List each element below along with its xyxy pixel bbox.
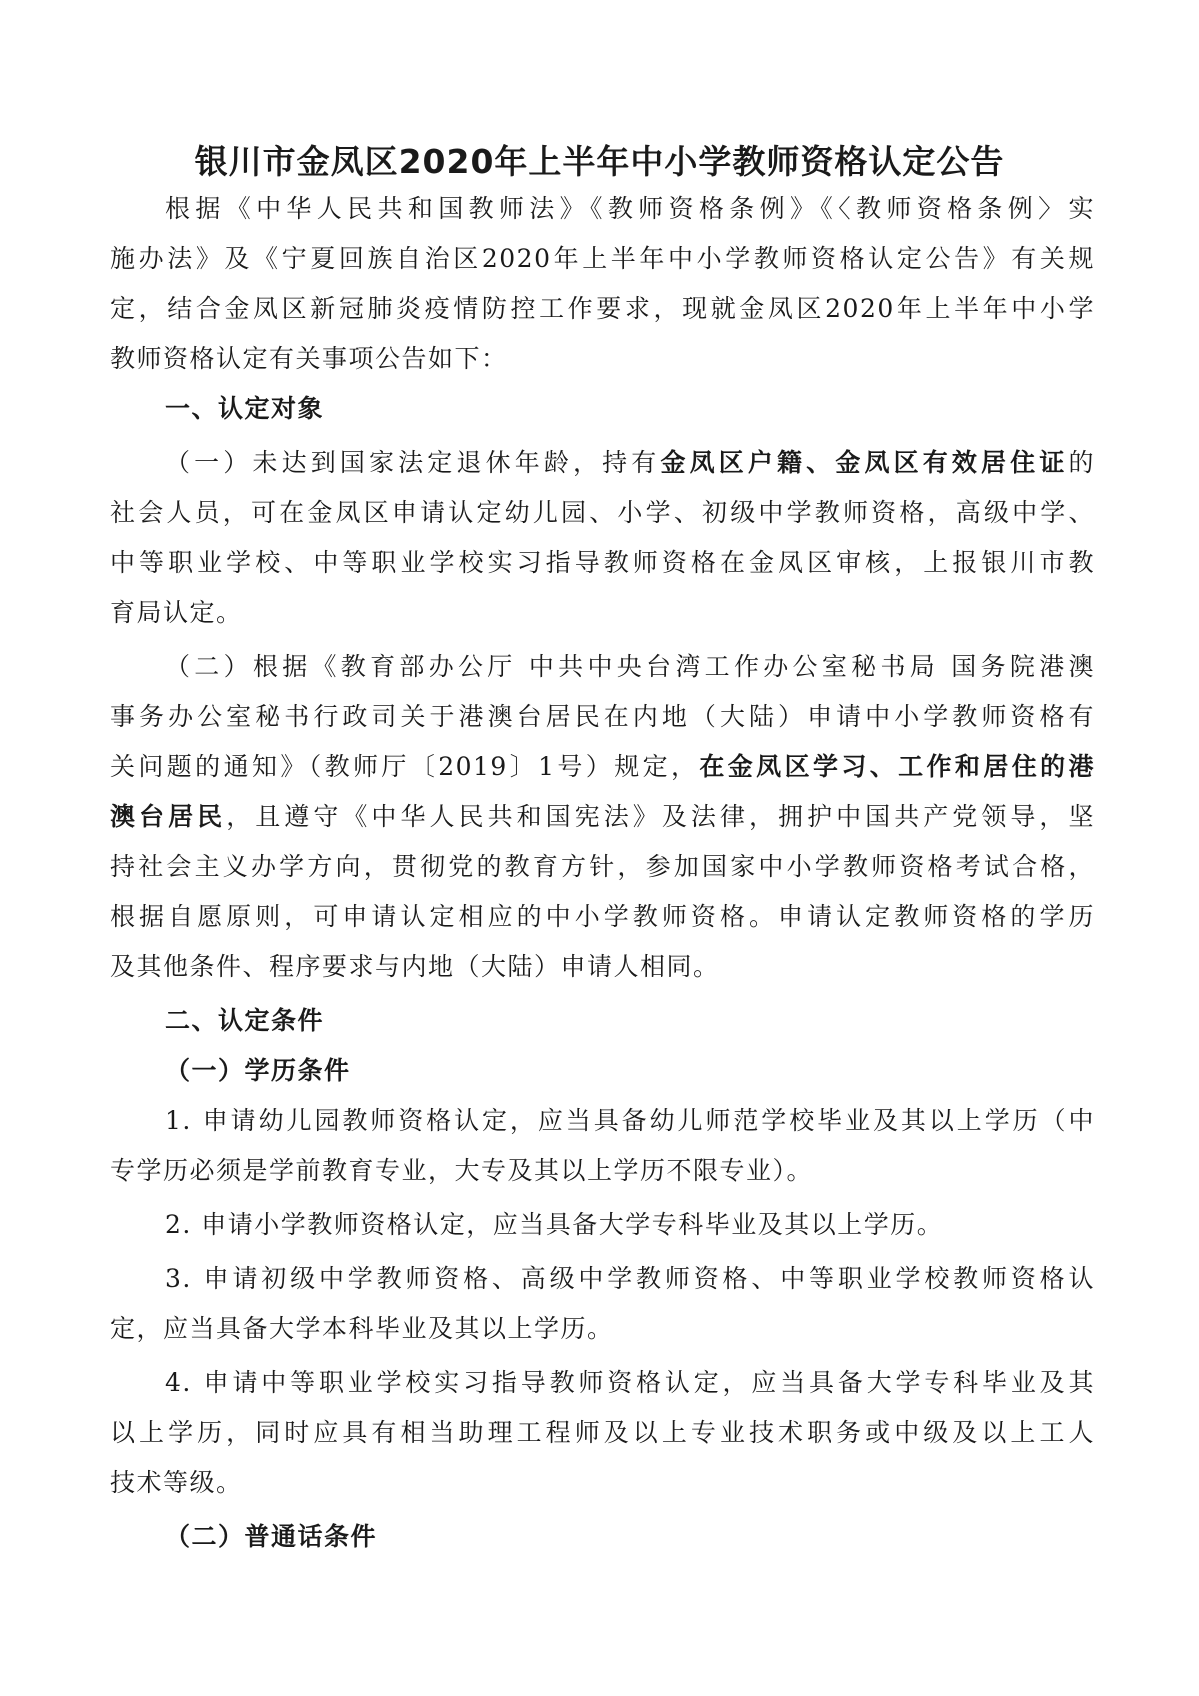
paragraph-line: 社会人员，可在金凤区申请认定幼儿园、小学、初级中学教师资格，高级中学、 (110, 498, 1095, 527)
paragraph-line: 持社会主义办学方向，贯彻党的教育方针，参加国家中小学教师资格考试合格， (110, 852, 1095, 881)
subsection-heading: （二）普通话条件 (165, 1522, 378, 1551)
paragraph-line: 1. 申请幼儿园教师资格认定，应当具备幼儿师范学校毕业及其以上学历（中 (165, 1106, 1095, 1135)
paragraph-line: （二）根据《教育部办公厅 中共中央台湾工作办公室秘书局 国务院港澳 (165, 652, 1095, 681)
text-run: （一）未达到国家法定退休年龄，持有 (165, 448, 661, 477)
page-title: 银川市金凤区2020年上半年中小学教师资格认定公告 (194, 142, 1005, 181)
subsection-heading: （一）学历条件 (165, 1056, 351, 1085)
text-run: 关问题的通知》（教师厅〔2019〕1号）规定， (110, 752, 700, 781)
paragraph-line: 定，应当具备大学本科毕业及其以上学历。 (110, 1314, 614, 1343)
section-heading: 二、认定条件 (165, 1006, 325, 1035)
paragraph-line (110, 438, 1095, 488)
paragraph-line: 中等职业学校、中等职业学校实习指导教师资格在金凤区审核，上报银川市教 (110, 548, 1095, 577)
emphasis-text: 在金凤区学习、工作和居住的港 (699, 752, 1095, 781)
paragraph-line: 育局认定。 (110, 598, 243, 627)
paragraph-line (110, 742, 1095, 792)
paragraph-line: 根据自愿原则，可申请认定相应的中小学教师资格。申请认定教师资格的学历 (110, 902, 1095, 931)
intro-line: 施办法》及《宁夏回族自治区2020年上半年中小学教师资格认定公告》有关规 (110, 244, 1095, 273)
paragraph-line: 以上学历，同时应具有相当助理工程师及以上专业技术职务或中级及以上工人 (110, 1418, 1095, 1447)
paragraph-line: 及其他条件、程序要求与内地（大陆）申请人相同。 (110, 952, 720, 981)
paragraph-line: 4. 申请中等职业学校实习指导教师资格认定，应当具备大学专科毕业及其 (165, 1368, 1095, 1397)
paragraph-line: 专学历必须是学前教育专业，大专及其以上学历不限专业）。 (110, 1156, 814, 1185)
text-run: 的 (1068, 448, 1095, 477)
paragraph-line: 2. 申请小学教师资格认定，应当具备大学专科毕业及其以上学历。 (165, 1210, 944, 1239)
emphasis-text: 澳台居民 (110, 802, 227, 831)
section-heading: 一、认定对象 (165, 394, 325, 423)
emphasis-text: 金凤区户籍、金凤区有效居住证 (660, 448, 1069, 477)
intro-line: 定，结合金凤区新冠肺炎疫情防控工作要求，现就金凤区2020年上半年中小学 (110, 294, 1095, 323)
paragraph-line: 3. 申请初级中学教师资格、高级中学教师资格、中等职业学校教师资格认 (165, 1264, 1095, 1293)
paragraph-line: 事务办公室秘书行政司关于港澳台居民在内地（大陆）申请中小学教师资格有 (110, 702, 1095, 731)
paragraph-line: 技术等级。 (110, 1468, 243, 1497)
intro-line: 教师资格认定有关事项公告如下： (110, 344, 508, 373)
document-body (110, 184, 1095, 1562)
paragraph-line (110, 792, 1095, 842)
text-run: ，且遵守《中华人民共和国宪法》及法律，拥护中国共产党领导，坚 (226, 802, 1095, 831)
intro-line: 根据《中华人民共和国教师法》《教师资格条例》《〈教师资格条例〉实 (165, 194, 1095, 223)
